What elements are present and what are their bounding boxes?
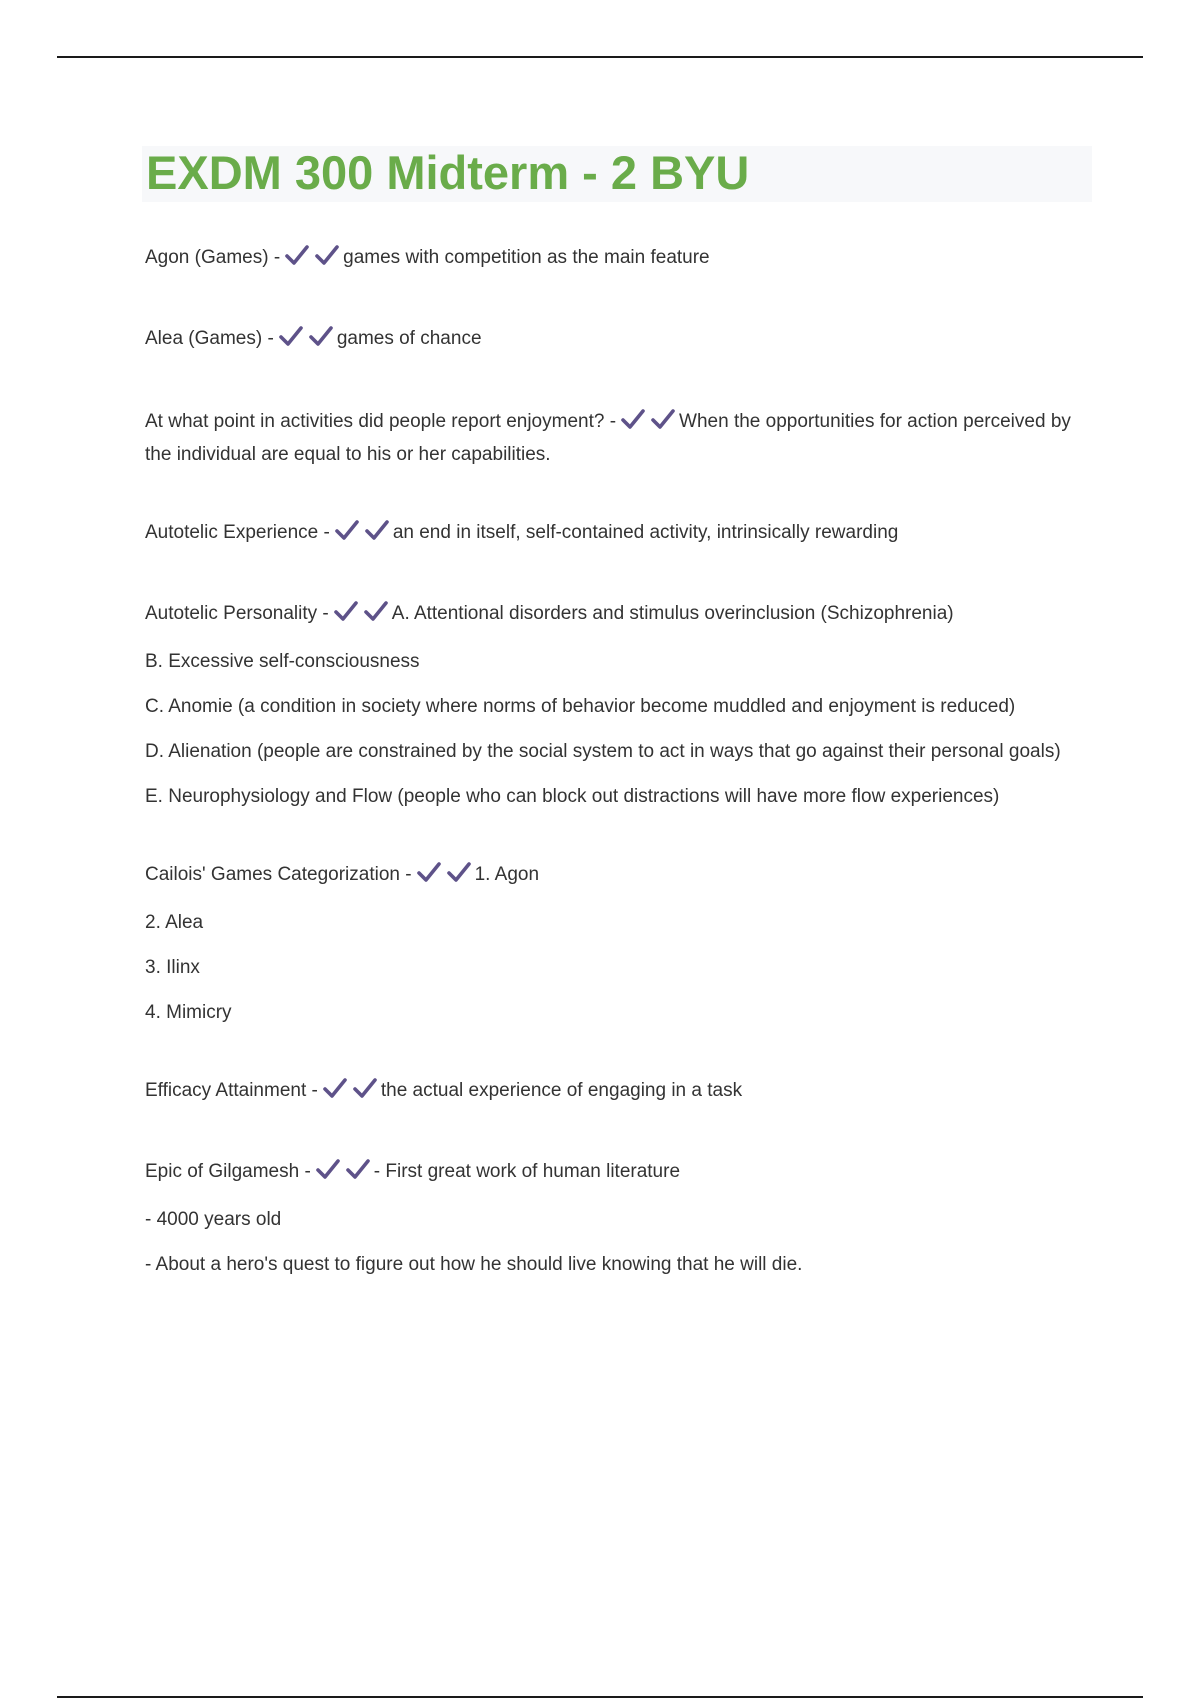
answer-checkmarks [334, 600, 388, 632]
check-icon [323, 1077, 347, 1099]
separator: - [306, 1080, 318, 1101]
term: Alea (Games) [145, 328, 263, 349]
answer-continuation: B. Excessive self-consciousness [145, 651, 420, 672]
term: Autotelic Experience [145, 522, 319, 543]
flashcard-entry [145, 324, 1090, 357]
top-rule [57, 56, 1143, 58]
check-icon [346, 1158, 370, 1180]
flashcard-entry [145, 599, 1090, 812]
term: Efficacy Attainment [145, 1080, 307, 1101]
term: Agon (Games) [145, 247, 269, 268]
answer-checkmarks [279, 325, 333, 357]
page-title: EXDM 300 Midterm - 2 BYU [146, 146, 750, 199]
flashcard-entry [145, 1157, 1090, 1280]
flashcard-question [145, 324, 1090, 357]
answer-continuation: - 4000 years old [145, 1209, 282, 1230]
check-icon [309, 325, 333, 347]
answer-checkmarks [621, 408, 675, 440]
bottom-rule [57, 1696, 1143, 1698]
answer-continuation: 4. Mimicry [145, 1002, 232, 1023]
check-icon [417, 861, 441, 883]
flashcard-question [145, 1076, 1090, 1109]
check-icon [365, 519, 389, 541]
flashcard-entry [145, 407, 1090, 470]
answer-continuation: D. Alienation (people are constrained by the social system to act in ways that go against their personal goals) [145, 741, 1061, 762]
separator: - [604, 411, 617, 432]
flashcard-question [145, 599, 1090, 632]
flashcard-question [145, 1157, 1090, 1190]
flashcard-question [145, 860, 1090, 893]
check-icon [334, 600, 358, 622]
check-icon [364, 600, 388, 622]
answer-continuation: - About a hero's quest to figure out how he should live knowing that he will die. [145, 1254, 803, 1275]
separator: - [317, 603, 329, 624]
answer-checkmarks [285, 244, 339, 276]
flashcard-question [145, 518, 1090, 551]
check-icon [651, 408, 675, 430]
answer: 1. Agon [474, 864, 540, 885]
answer-continuation: C. Anomie (a condition in society where norms of behavior become muddled and enjoyment is reduced) [145, 696, 1016, 717]
check-icon [447, 861, 471, 883]
check-icon [353, 1077, 377, 1099]
term: At what point in activities did people report enjoyment? [145, 411, 605, 432]
separator: - [399, 864, 412, 885]
separator: - [262, 328, 274, 349]
check-icon [279, 325, 303, 347]
answer-continuation: E. Neurophysiology and Flow (people who can block out distractions will have more flow experiences) [145, 786, 1000, 807]
flashcard-entry [145, 1076, 1090, 1109]
separator: - [268, 247, 281, 268]
check-icon [285, 244, 309, 266]
flashcard-entry [145, 518, 1090, 551]
answer: games with competition as the main feature [343, 247, 710, 268]
term: Autotelic Personality [145, 603, 318, 624]
answer-checkmarks [417, 861, 471, 893]
flashcard-list [145, 243, 1090, 1280]
answer: an end in itself, self-contained activity, intrinsically rewarding [392, 522, 899, 543]
check-icon [335, 519, 359, 541]
term: Cailois' Games Categorization [145, 864, 400, 885]
check-icon [316, 1158, 340, 1180]
answer-continuation: 2. Alea [145, 912, 204, 933]
answer-checkmarks [335, 519, 389, 551]
flashcard-entry [145, 243, 1090, 276]
answer: When the opportunities for action perceived by the individual are equal to his or her capabilities. [145, 411, 1071, 465]
check-icon [621, 408, 645, 430]
answer-checkmarks [316, 1158, 370, 1190]
separator: - [318, 522, 330, 543]
separator: - [299, 1161, 311, 1182]
term: Epic of Gilgamesh [145, 1161, 300, 1182]
flashcard-question [145, 407, 1090, 470]
check-icon [315, 244, 339, 266]
flashcard-question [145, 243, 1090, 276]
answer: - First great work of human literature [373, 1161, 681, 1182]
answer-checkmarks [323, 1077, 377, 1109]
answer: the actual experience of engaging in a task [380, 1080, 743, 1101]
flashcard-entry [145, 860, 1090, 1028]
answer: games of chance [336, 328, 482, 349]
answer-continuation: 3. Ilinx [145, 957, 200, 978]
answer: A. Attentional disorders and stimulus overinclusion (Schizophrenia) [391, 603, 954, 624]
